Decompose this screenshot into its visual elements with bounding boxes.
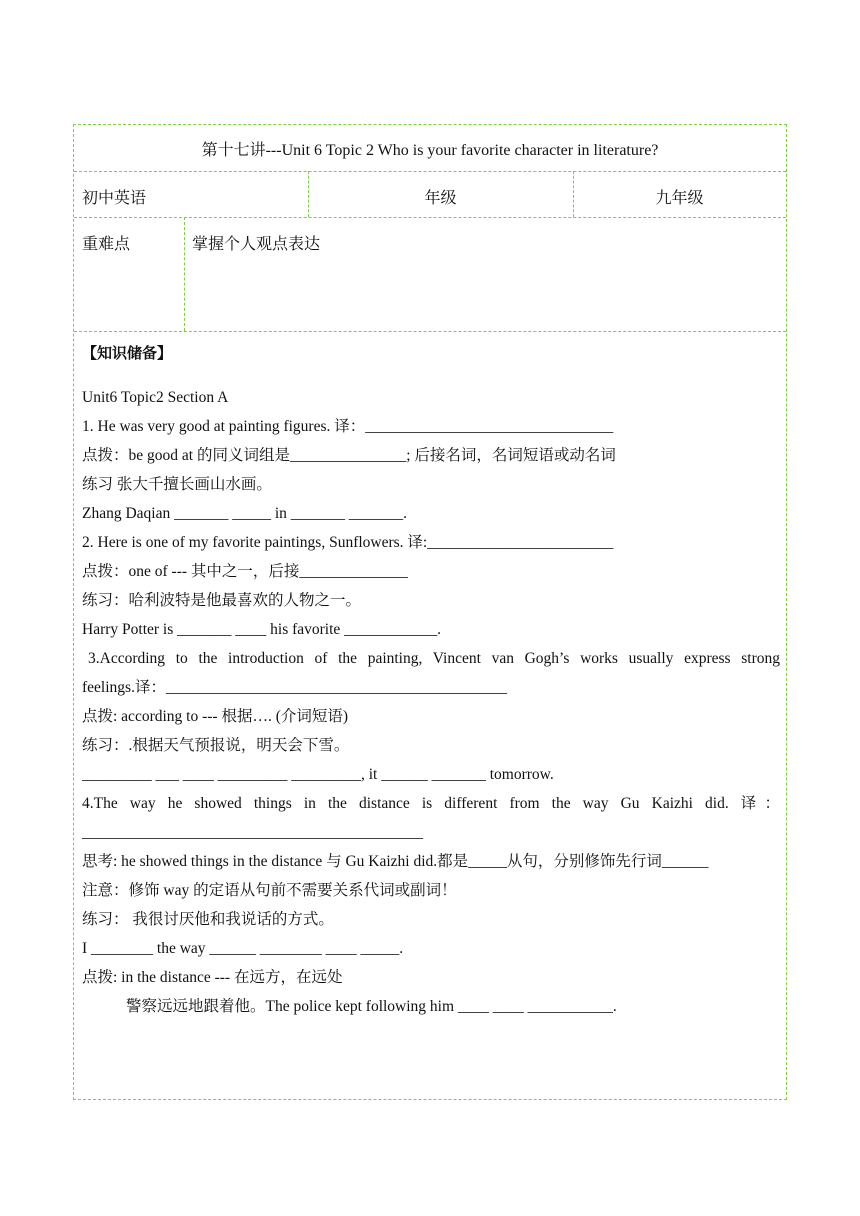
tip-line: 点拨: in the distance --- 在远方，在远处	[82, 969, 343, 986]
grade-label-cell: 年级	[424, 188, 457, 207]
fill-blank-line: I ________ the way ______ ________ ____ _____.	[82, 940, 404, 957]
divider	[74, 171, 786, 172]
fill-blank-line: Zhang Daqian _______ _____ in _______ _______.	[82, 505, 408, 522]
tip-line: 点拨: according to --- 根据…. (介词短语)	[82, 708, 349, 725]
fill-blank-line: _________ ___ ____ _________ _________, it ______ _______ tomorrow.	[82, 766, 554, 783]
section-subtitle: Unit6 Topic2 Section A	[82, 389, 229, 406]
practice-line: 练习：哈利波特是他最喜欢的人物之一。	[82, 592, 362, 609]
divider	[184, 217, 185, 331]
practice-line: 练习 张大千擅长画山水画。	[82, 476, 272, 493]
key-points-value: 掌握个人观点表达	[192, 234, 321, 253]
key-points-label: 重难点	[82, 234, 131, 253]
grade-value-cell: 九年级	[655, 188, 704, 207]
practice-line: 警察远远地跟着他。The police kept following him ____ ____ ___________.	[126, 998, 617, 1015]
exercise-line: 1. He was very good at painting figures. 译：________________________________	[82, 418, 614, 435]
exercise-line: 3.According to the introduction of the painting, Vincent van Gogh’s works usually express strong	[88, 650, 780, 667]
tip-line: 点拨：one of --- 其中之一，后接______________	[82, 563, 408, 580]
think-line: 思考: he showed things in the distance 与 Gu Kaizhi did.都是_____从句，分别修饰先行词______	[82, 853, 709, 870]
section-heading: 【知识储备】	[82, 344, 173, 362]
exercise-line-continued: feelings.译：____________________________________________	[82, 679, 507, 696]
exercise-line: 2. Here is one of my favorite paintings, Sunflowers. 译:________________________	[82, 534, 614, 551]
practice-line: 练习：.根据天气预报说，明天会下雪。	[82, 737, 350, 754]
exercise-line: 4.The way he showed things in the distance is different from the way Gu Kaizhi did. 译：	[82, 795, 780, 812]
lesson-title: 第十七讲---Unit 6 Topic 2 Who is your favorite character in literature?	[201, 142, 659, 159]
exercise-line-continued: ____________________________________________	[82, 824, 423, 841]
fill-blank-line: Harry Potter is _______ ____ his favorite ____________.	[82, 621, 442, 638]
knowledge-section	[82, 333, 780, 1021]
divider	[74, 217, 786, 218]
practice-line: 练习： 我很讨厌他和我说话的方式。	[82, 911, 334, 928]
subject-cell: 初中英语	[82, 188, 147, 207]
note-line: 注意：修饰 way 的定语从句前不需要关系代词或副词！	[82, 882, 457, 899]
document-table	[73, 124, 787, 1100]
divider	[74, 331, 786, 332]
tip-line: 点拨：be good at 的同义词组是_______________; 后接名词，名词短语或动名词	[82, 447, 616, 464]
